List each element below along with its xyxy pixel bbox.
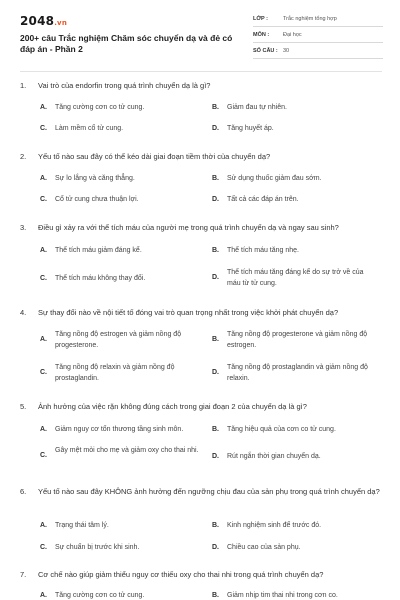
option-text: Tăng nồng độ progesterone và giảm nồng độ estrogen. bbox=[227, 331, 368, 349]
meta-subject-row bbox=[253, 30, 383, 43]
question-stem: Điều gì xảy ra với thể tích máu của người mẹ trong quá trình chuyển dạ và ngay sau sinh? bbox=[38, 223, 339, 232]
question-number: 6. bbox=[20, 487, 27, 496]
question-number: 4. bbox=[20, 308, 27, 317]
meta-class-row bbox=[253, 14, 383, 27]
question-stem: Vai trò của endorfin trong quá trình chuyển dạ là gì? bbox=[38, 81, 211, 90]
option-letter: D. bbox=[212, 453, 219, 460]
meta-count-label: SỐ CÂU : bbox=[253, 48, 278, 54]
site-logo[interactable] bbox=[20, 14, 67, 28]
option-text: Tăng cường cơn co tử cung. bbox=[55, 592, 145, 599]
option-letter: B. bbox=[212, 175, 219, 182]
option-letter: A. bbox=[40, 247, 47, 254]
question-stem: Yếu tố nào sau đây KHÔNG ảnh hưởng đến ngưỡng chịu đau của sản phụ trong quá trình chuyển dạ? bbox=[38, 487, 380, 496]
option-letter: A. bbox=[40, 426, 47, 433]
meta-count-value: 30 bbox=[283, 48, 290, 54]
option-text: Tăng nồng độ relaxin và giảm nồng độ prostaglandin. bbox=[55, 364, 175, 382]
option-text: Làm mềm cổ tử cung. bbox=[55, 125, 124, 132]
option-text: Giảm đau tự nhiên. bbox=[227, 104, 287, 111]
question-text bbox=[20, 307, 382, 318]
document-meta bbox=[253, 14, 383, 62]
option-text: Chiều cao của sản phụ. bbox=[227, 544, 301, 551]
question-text bbox=[20, 222, 382, 233]
option-letter: B. bbox=[212, 104, 219, 111]
question-number: 1. bbox=[20, 81, 27, 90]
question-text bbox=[20, 401, 382, 412]
option-text: Tăng nồng độ prostaglandin và giảm nồng độ relaxin. bbox=[227, 364, 368, 382]
option-letter: B. bbox=[212, 522, 219, 529]
option-letter: C. bbox=[40, 452, 47, 459]
document-header bbox=[0, 0, 400, 72]
question-stem: Cơ chế nào giúp giảm thiểu nguy cơ thiếu oxy cho thai nhi trong quá trình chuyển dạ? bbox=[38, 570, 324, 579]
question-number: 7. bbox=[20, 570, 27, 579]
question-text bbox=[20, 569, 382, 580]
option-text: Tăng huyết áp. bbox=[227, 125, 274, 132]
question-text bbox=[20, 151, 382, 162]
question-1 bbox=[20, 80, 382, 132]
option-text: Kinh nghiệm sinh để trước đó. bbox=[227, 522, 322, 529]
option-letter: B. bbox=[212, 247, 219, 254]
meta-subject-label: MÔN : bbox=[253, 32, 270, 38]
option-letter: A. bbox=[40, 104, 47, 111]
option-text: Sự chuẩn bị trước khi sinh. bbox=[55, 544, 140, 551]
option-letter: A. bbox=[40, 592, 47, 599]
option-text: Giảm nguy cơ tổn thương tầng sinh môn. bbox=[55, 426, 184, 433]
option-text: Tăng nồng độ estrogen và giảm nồng độ progesterone. bbox=[55, 331, 182, 349]
question-stem: Yếu tố nào sau đây có thể kéo dài giai đoạn tiềm thời của chuyển dạ? bbox=[38, 152, 271, 161]
meta-class-label: LỚP : bbox=[253, 16, 268, 22]
option-text: Thể tích máu giảm đáng kể. bbox=[55, 247, 142, 254]
option-text: Rút ngắn thời gian chuyển dạ. bbox=[227, 453, 321, 460]
header-divider bbox=[20, 71, 382, 72]
option-letter: B. bbox=[212, 426, 219, 433]
option-letter: C. bbox=[40, 125, 47, 132]
option-letter: A. bbox=[40, 175, 47, 182]
option-letter: C. bbox=[40, 275, 47, 282]
question-stem: Sự thay đổi nào về nội tiết tố đóng vai trò quan trọng nhất trong việc khởi phát chuyển dạ? bbox=[38, 308, 339, 317]
question-4 bbox=[20, 307, 382, 382]
question-3 bbox=[20, 222, 382, 287]
option-text: Thể tích máu tăng đáng kể do sự trở về của máu từ tử cung. bbox=[227, 269, 364, 287]
option-letter: A. bbox=[40, 522, 47, 529]
option-text: Cổ tử cung chưa thuận lợi. bbox=[55, 196, 139, 203]
question-number: 2. bbox=[20, 152, 27, 161]
logo-suffix: .vn bbox=[54, 19, 68, 27]
question-text bbox=[20, 80, 382, 91]
option-text: Gây mệt mỏi cho mẹ và giảm oxy cho thai nhi. bbox=[55, 447, 199, 454]
question-number: 3. bbox=[20, 223, 27, 232]
option-letter: D. bbox=[212, 544, 219, 551]
option-text: Tăng hiệu quả của cơn co tử cung. bbox=[227, 426, 336, 433]
option-text: Thể tích máu tăng nhẹ. bbox=[227, 247, 299, 254]
question-text bbox=[20, 486, 382, 497]
option-letter: C. bbox=[40, 369, 47, 376]
meta-count-row bbox=[253, 46, 383, 59]
option-text: Giảm nhịp tim thai nhi trong cơn co. bbox=[227, 592, 338, 599]
option-text: Tất cả các đáp án trên. bbox=[227, 196, 299, 203]
option-text: Tăng cường cơn co tử cung. bbox=[55, 104, 145, 111]
question-2 bbox=[20, 151, 382, 203]
option-letter: C. bbox=[40, 196, 47, 203]
option-letter: D. bbox=[212, 274, 219, 281]
option-text: Trạng thái tâm lý. bbox=[55, 522, 109, 529]
document-title: 200+ câu Trắc nghiệm Chăm sóc chuyển dạ và đẻ có đáp án - Phần 2 bbox=[20, 33, 233, 54]
option-letter: B. bbox=[212, 336, 219, 343]
question-5 bbox=[20, 401, 382, 460]
option-letter: C. bbox=[40, 544, 47, 551]
question-7 bbox=[20, 569, 382, 599]
meta-class-value: Trắc nghiệm tổng hợp bbox=[283, 16, 337, 22]
logo-text: 2048 bbox=[20, 14, 55, 28]
option-text: Thể tích máu không thay đổi. bbox=[55, 275, 146, 282]
option-letter: D. bbox=[212, 125, 219, 132]
option-text: Sử dụng thuốc giảm đau sớm. bbox=[227, 175, 322, 182]
option-text: Sự lo lắng và căng thẳng. bbox=[55, 175, 135, 182]
option-letter: A. bbox=[40, 336, 47, 343]
meta-subject-value: Đại học bbox=[283, 32, 302, 38]
option-letter: D. bbox=[212, 369, 219, 376]
option-letter: D. bbox=[212, 196, 219, 203]
question-6 bbox=[20, 486, 382, 551]
question-stem: Ảnh hưởng của việc rặn không đúng cách trong giai đoạn 2 của chuyển dạ là gì? bbox=[38, 402, 307, 411]
question-number: 5. bbox=[20, 402, 27, 411]
option-letter: B. bbox=[212, 592, 219, 599]
